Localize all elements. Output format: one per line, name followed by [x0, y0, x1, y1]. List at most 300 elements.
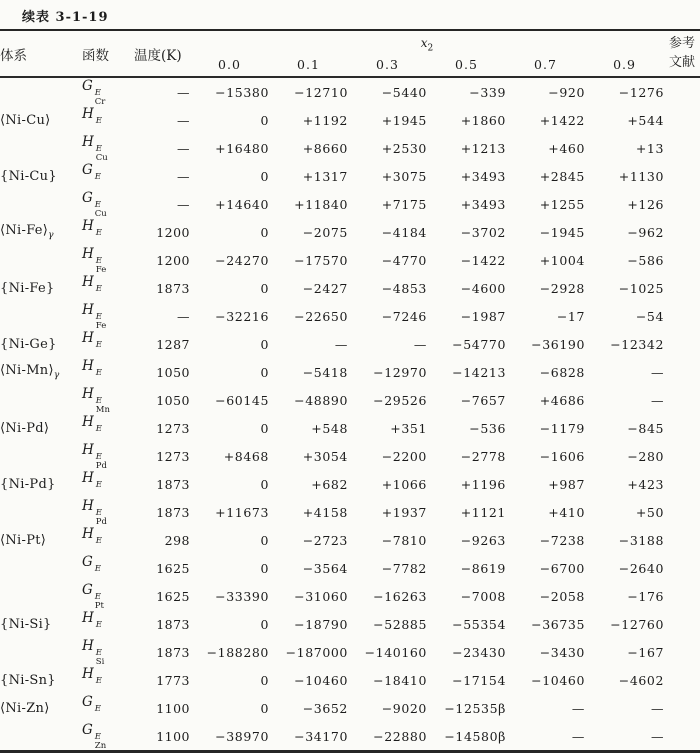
value-cell: −536: [469, 420, 506, 436]
system-cell: [0, 470, 82, 498]
temperature-cell: 298: [164, 532, 190, 548]
system-cell: [0, 582, 82, 610]
value-cell: −187000: [285, 644, 348, 660]
system-cell: [0, 134, 82, 162]
function-cell: [82, 302, 134, 330]
reference-cell: [664, 554, 700, 582]
system-cell: [0, 610, 82, 638]
value-cell: −29526: [373, 392, 427, 408]
temperature-cell: 1100: [156, 700, 190, 716]
value-cell: −4602: [618, 672, 665, 688]
value-cell: −1945: [539, 224, 585, 240]
function-symbol: H: [82, 526, 94, 542]
table-row: [0, 666, 700, 694]
value-cell: −38970: [190, 722, 269, 752]
function-cell: [82, 442, 134, 470]
function-scripts: [95, 173, 101, 190]
value-cell: −54770: [452, 336, 506, 352]
function-superscript: E: [95, 452, 102, 462]
function-symbol: H: [82, 134, 94, 150]
value-cell: −140160: [364, 644, 427, 660]
system-label: {Ni-Fe}: [0, 280, 55, 296]
function-symbol: G: [82, 582, 93, 598]
system-cell: [0, 218, 82, 246]
function-symbol: H: [82, 218, 94, 234]
table-row: [0, 498, 700, 526]
value-cell: −15380: [215, 84, 269, 100]
value-cell: −22880: [348, 722, 427, 752]
function-symbol: H: [82, 386, 94, 402]
system-cell: [0, 77, 82, 106]
value-cell: −2427: [302, 280, 348, 296]
system-cell: [0, 722, 82, 752]
reference-cell: [664, 582, 700, 610]
value-cell: +544: [627, 112, 665, 128]
function-subscript: Si: [95, 656, 105, 667]
table-body: [0, 77, 700, 752]
value-cell: +1196: [460, 476, 506, 492]
system-cell: [0, 638, 82, 666]
value-cell: +16480: [215, 140, 269, 156]
value-cell: −845: [627, 420, 665, 436]
value-cell: 0: [260, 224, 269, 240]
value-cell: —: [413, 336, 427, 352]
function-cell: [82, 470, 134, 498]
function-cell: [82, 526, 134, 554]
function-symbol: H: [82, 246, 94, 262]
function-scripts: [95, 89, 106, 106]
temperature-cell: —: [177, 140, 190, 156]
reference-header-line1: 参考: [669, 35, 696, 51]
value-cell: −10460: [531, 672, 585, 688]
function-superscript: E: [95, 368, 102, 378]
table-row: [0, 190, 700, 218]
value-cell: −10460: [294, 672, 348, 688]
function-cell: [82, 554, 134, 582]
value-cell: —: [650, 392, 665, 408]
value-cell: −18790: [294, 616, 348, 632]
temperature-cell: —: [177, 84, 190, 100]
value-cell: −33390: [215, 588, 269, 604]
system-label: ⟨Ni-Pd⟩: [0, 420, 50, 436]
value-cell: −17154: [452, 672, 506, 688]
function-subscript: Cr: [94, 96, 106, 107]
value-cell: −7246: [381, 308, 427, 324]
value-cell: −4184: [381, 224, 427, 240]
value-cell: −3652: [302, 700, 348, 716]
value-cell: −12535β: [444, 700, 506, 716]
system-cell: [0, 246, 82, 274]
value-cell: −1276: [618, 84, 665, 100]
value-cell: −2778: [460, 448, 506, 464]
value-cell: −22650: [294, 308, 348, 324]
reference-cell: [664, 190, 700, 218]
value-cell: +14640: [215, 196, 269, 212]
table-row: [0, 134, 700, 162]
function-symbol: H: [82, 106, 94, 122]
value-cell: −60145: [215, 392, 269, 408]
table-row: [0, 610, 700, 638]
function-scripts: [96, 481, 102, 498]
value-cell: +410: [548, 504, 585, 520]
function-scripts: [95, 201, 107, 218]
value-cell: —: [650, 364, 665, 380]
reference-cell: [664, 274, 700, 302]
value-cell: +2845: [539, 168, 585, 184]
system-cell: [0, 498, 82, 526]
function-cell: [82, 190, 134, 218]
value-cell: −54: [635, 308, 665, 324]
temperature-cell: 1625: [156, 588, 190, 604]
value-cell: −36190: [531, 336, 585, 352]
value-cell: −12710: [294, 84, 348, 100]
column-header-x-0.5: 0.5: [427, 53, 506, 77]
function-cell: [82, 162, 134, 190]
function-subscript: Fe: [95, 320, 107, 331]
reference-cell: [664, 134, 700, 162]
value-cell: 0: [260, 532, 269, 548]
temperature-cell: —: [177, 168, 190, 184]
value-cell: −12970: [373, 364, 427, 380]
column-header-x-0.3: 0.3: [348, 53, 427, 77]
value-cell: −55354: [452, 616, 506, 632]
temperature-cell: 1200: [156, 252, 190, 268]
value-cell: −8619: [460, 560, 506, 576]
temperature-cell: 1050: [156, 392, 190, 408]
value-cell: 0: [260, 616, 269, 632]
function-scripts: [96, 621, 102, 638]
value-cell: —: [585, 722, 664, 752]
value-cell: —: [571, 700, 585, 716]
value-cell: +1255: [539, 196, 585, 212]
function-subscript: Fe: [95, 264, 107, 275]
system-cell: [0, 554, 82, 582]
system-label: {Ni-Sn}: [0, 672, 56, 688]
function-subscript: Cu: [95, 152, 108, 163]
table-caption: 续表 3-1-19: [22, 10, 109, 25]
system-cell: [0, 358, 82, 386]
value-cell: +3493: [460, 168, 506, 184]
value-cell: +351: [390, 420, 427, 436]
table-row: [0, 77, 700, 106]
function-superscript: E: [95, 284, 102, 294]
function-scripts: [95, 705, 101, 722]
function-cell: [82, 694, 134, 722]
function-symbol: G: [82, 554, 93, 570]
value-cell: −14213: [452, 364, 506, 380]
temperature-cell: 1200: [156, 224, 190, 240]
function-symbol: H: [82, 666, 94, 682]
function-symbol: H: [82, 442, 94, 458]
value-cell: −31060: [294, 588, 348, 604]
value-cell: −5418: [302, 364, 348, 380]
reference-cell: [664, 414, 700, 442]
value-cell: −17: [556, 308, 585, 324]
function-subscript: Mn: [95, 404, 110, 415]
system-cell: [0, 386, 82, 414]
reference-cell: [664, 442, 700, 470]
function-superscript: E: [95, 396, 102, 406]
value-cell: +3493: [460, 196, 506, 212]
function-symbol: H: [82, 610, 94, 626]
value-cell: −16263: [373, 588, 427, 604]
function-cell: [82, 134, 134, 162]
table-row: [0, 442, 700, 470]
value-cell: 0: [260, 364, 269, 380]
function-superscript: E: [94, 704, 102, 714]
value-cell: −12342: [610, 336, 665, 352]
function-cell: [82, 77, 134, 106]
column-header-x2-group: [190, 30, 664, 53]
value-cell: −2928: [539, 280, 585, 296]
function-scripts: [96, 453, 107, 470]
value-cell: 0: [260, 420, 269, 436]
value-cell: 0: [260, 700, 269, 716]
value-cell: −2723: [302, 532, 348, 548]
temperature-cell: 1773: [156, 672, 190, 688]
value-cell: −18410: [373, 672, 427, 688]
reference-cell: [664, 722, 700, 752]
value-cell: +7175: [381, 196, 427, 212]
column-header-system: 体系: [0, 30, 82, 77]
system-label: {Ni-Si}: [0, 616, 52, 632]
value-cell: −7008: [460, 588, 506, 604]
function-cell: [82, 638, 134, 666]
column-header-x-0.7: 0.7: [506, 53, 585, 77]
function-cell: [82, 274, 134, 302]
value-cell: +4158: [302, 504, 348, 520]
system-phase-subscript: γ: [48, 230, 54, 241]
function-subscript: Cu: [94, 208, 107, 219]
system-cell: [0, 526, 82, 554]
value-cell: 0: [260, 476, 269, 492]
temperature-cell: 1287: [156, 336, 190, 352]
value-cell: −1025: [618, 280, 665, 296]
function-superscript: E: [95, 508, 102, 518]
value-cell: +11673: [215, 504, 269, 520]
column-header-function: 函数: [82, 30, 134, 77]
system-cell: [0, 666, 82, 694]
value-cell: 0: [260, 112, 269, 128]
function-cell: [82, 582, 134, 610]
function-symbol: H: [82, 498, 94, 514]
value-cell: 0: [260, 560, 269, 576]
table-row: [0, 330, 700, 358]
value-cell: −48890: [294, 392, 348, 408]
temperature-cell: 1625: [156, 560, 190, 576]
value-cell: +987: [548, 476, 585, 492]
function-superscript: E: [95, 424, 102, 434]
column-header-x-0.9: 0.9: [585, 53, 664, 77]
value-cell: −6700: [539, 560, 585, 576]
system-cell: [0, 330, 82, 358]
temperature-cell: 1873: [156, 616, 190, 632]
temperature-cell: 1873: [156, 644, 190, 660]
temperature-cell: —: [177, 196, 190, 212]
column-header-x-0.1: 0.1: [269, 53, 348, 77]
reference-cell: [664, 638, 700, 666]
system-cell: [0, 162, 82, 190]
system-label: {Ni-Pd}: [0, 476, 56, 492]
column-header-reference: [664, 30, 700, 77]
value-cell: 0: [260, 336, 269, 352]
value-cell: −3188: [618, 532, 665, 548]
value-cell: +460: [548, 140, 585, 156]
reference-cell: [664, 106, 700, 134]
column-header-x-0.0: 0.0: [190, 53, 269, 77]
reference-cell: [664, 358, 700, 386]
value-cell: −52885: [373, 616, 427, 632]
system-cell: [0, 302, 82, 330]
function-superscript: E: [95, 620, 102, 630]
function-symbol: H: [82, 330, 94, 346]
value-cell: +126: [627, 196, 665, 212]
function-superscript: E: [94, 592, 102, 602]
value-cell: +8468: [223, 448, 269, 464]
value-cell: +13: [635, 140, 665, 156]
function-symbol: G: [82, 722, 93, 738]
table-row: [0, 414, 700, 442]
function-symbol: G: [82, 190, 93, 206]
function-superscript: E: [95, 536, 102, 546]
function-cell: [82, 106, 134, 134]
function-symbol: G: [82, 78, 93, 94]
table-row: [0, 582, 700, 610]
value-cell: +1130: [618, 168, 665, 184]
function-cell: [82, 246, 134, 274]
value-cell: −1422: [460, 252, 506, 268]
value-cell: −1987: [460, 308, 506, 324]
column-header-temperature: 温度(K): [134, 30, 190, 77]
value-cell: +8660: [302, 140, 348, 156]
system-label: ⟨Ni-Mn⟩: [0, 363, 54, 379]
value-cell: −24270: [215, 252, 269, 268]
table-row: [0, 470, 700, 498]
value-cell: −7238: [539, 532, 585, 548]
table-row: [0, 526, 700, 554]
table-row: [0, 694, 700, 722]
value-cell: −14580β: [427, 722, 506, 752]
value-cell: −7782: [381, 560, 427, 576]
reference-cell: [664, 302, 700, 330]
table-header: [0, 30, 700, 77]
reference-cell: [664, 666, 700, 694]
function-subscript: Pt: [94, 600, 104, 611]
function-scripts: [96, 649, 105, 666]
value-cell: −23430: [452, 644, 506, 660]
table-row: [0, 162, 700, 190]
function-symbol: H: [82, 470, 94, 486]
value-cell: −7657: [460, 392, 506, 408]
value-cell: −32216: [215, 308, 269, 324]
table-row: [0, 358, 700, 386]
value-cell: −17570: [294, 252, 348, 268]
system-label: ⟨Ni-Pt⟩: [0, 532, 47, 548]
function-cell: [82, 722, 134, 752]
function-subscript: Pd: [95, 516, 107, 527]
value-cell: −3430: [539, 644, 585, 660]
reference-cell: [664, 498, 700, 526]
value-cell: 0: [260, 672, 269, 688]
reference-cell: [664, 526, 700, 554]
value-cell: —: [506, 722, 585, 752]
value-cell: −3702: [460, 224, 506, 240]
function-subscript: Zn: [94, 740, 107, 751]
reference-cell: [664, 218, 700, 246]
value-cell: +1213: [460, 140, 506, 156]
table-row: [0, 274, 700, 302]
value-cell: −176: [627, 588, 665, 604]
function-superscript: E: [95, 312, 102, 322]
function-scripts: [96, 425, 102, 442]
value-cell: +1066: [381, 476, 427, 492]
function-scripts: [95, 565, 101, 582]
value-cell: +1945: [381, 112, 427, 128]
value-cell: −920: [548, 84, 585, 100]
table-row: [0, 554, 700, 582]
value-cell: +548: [311, 420, 348, 436]
function-symbol: H: [82, 414, 94, 430]
function-cell: [82, 666, 134, 694]
temperature-cell: —: [177, 112, 190, 128]
value-cell: +1121: [460, 504, 506, 520]
value-cell: −5440: [381, 84, 427, 100]
system-label: ⟨Ni-Cu⟩: [0, 112, 51, 128]
value-cell: +3054: [302, 448, 348, 464]
value-cell: —: [650, 700, 665, 716]
function-superscript: E: [94, 200, 102, 210]
value-cell: +423: [627, 476, 665, 492]
function-superscript: E: [94, 88, 102, 98]
function-cell: [82, 414, 134, 442]
function-symbol: G: [82, 162, 93, 178]
function-superscript: E: [95, 676, 102, 686]
table-row: [0, 638, 700, 666]
value-cell: —: [334, 336, 348, 352]
function-scripts: [96, 341, 102, 358]
table-row: [0, 218, 700, 246]
value-cell: +2530: [381, 140, 427, 156]
reference-cell: [664, 694, 700, 722]
reference-cell: [664, 470, 700, 498]
value-cell: +3075: [381, 168, 427, 184]
system-cell: [0, 442, 82, 470]
value-cell: −167: [627, 644, 665, 660]
function-scripts: [96, 145, 108, 162]
function-scripts: [96, 369, 102, 386]
value-cell: +1317: [302, 168, 348, 184]
value-cell: +1422: [539, 112, 585, 128]
function-symbol: H: [82, 358, 94, 374]
value-cell: −586: [627, 252, 665, 268]
function-scripts: [96, 313, 106, 330]
system-cell: [0, 694, 82, 722]
value-cell: −2200: [381, 448, 427, 464]
function-scripts: [96, 117, 102, 134]
thermodynamic-data-table: [0, 29, 700, 753]
value-cell: −339: [469, 84, 506, 100]
reference-cell: [664, 246, 700, 274]
temperature-cell: 1100: [134, 722, 190, 752]
function-subscript: Pd: [95, 460, 107, 471]
function-symbol: H: [82, 274, 94, 290]
reference-cell: [664, 610, 700, 638]
system-label: {Ni-Cu}: [0, 168, 57, 184]
value-cell: −3564: [302, 560, 348, 576]
x2-symbol: x: [420, 35, 428, 50]
value-cell: −2075: [302, 224, 348, 240]
system-cell: [0, 190, 82, 218]
